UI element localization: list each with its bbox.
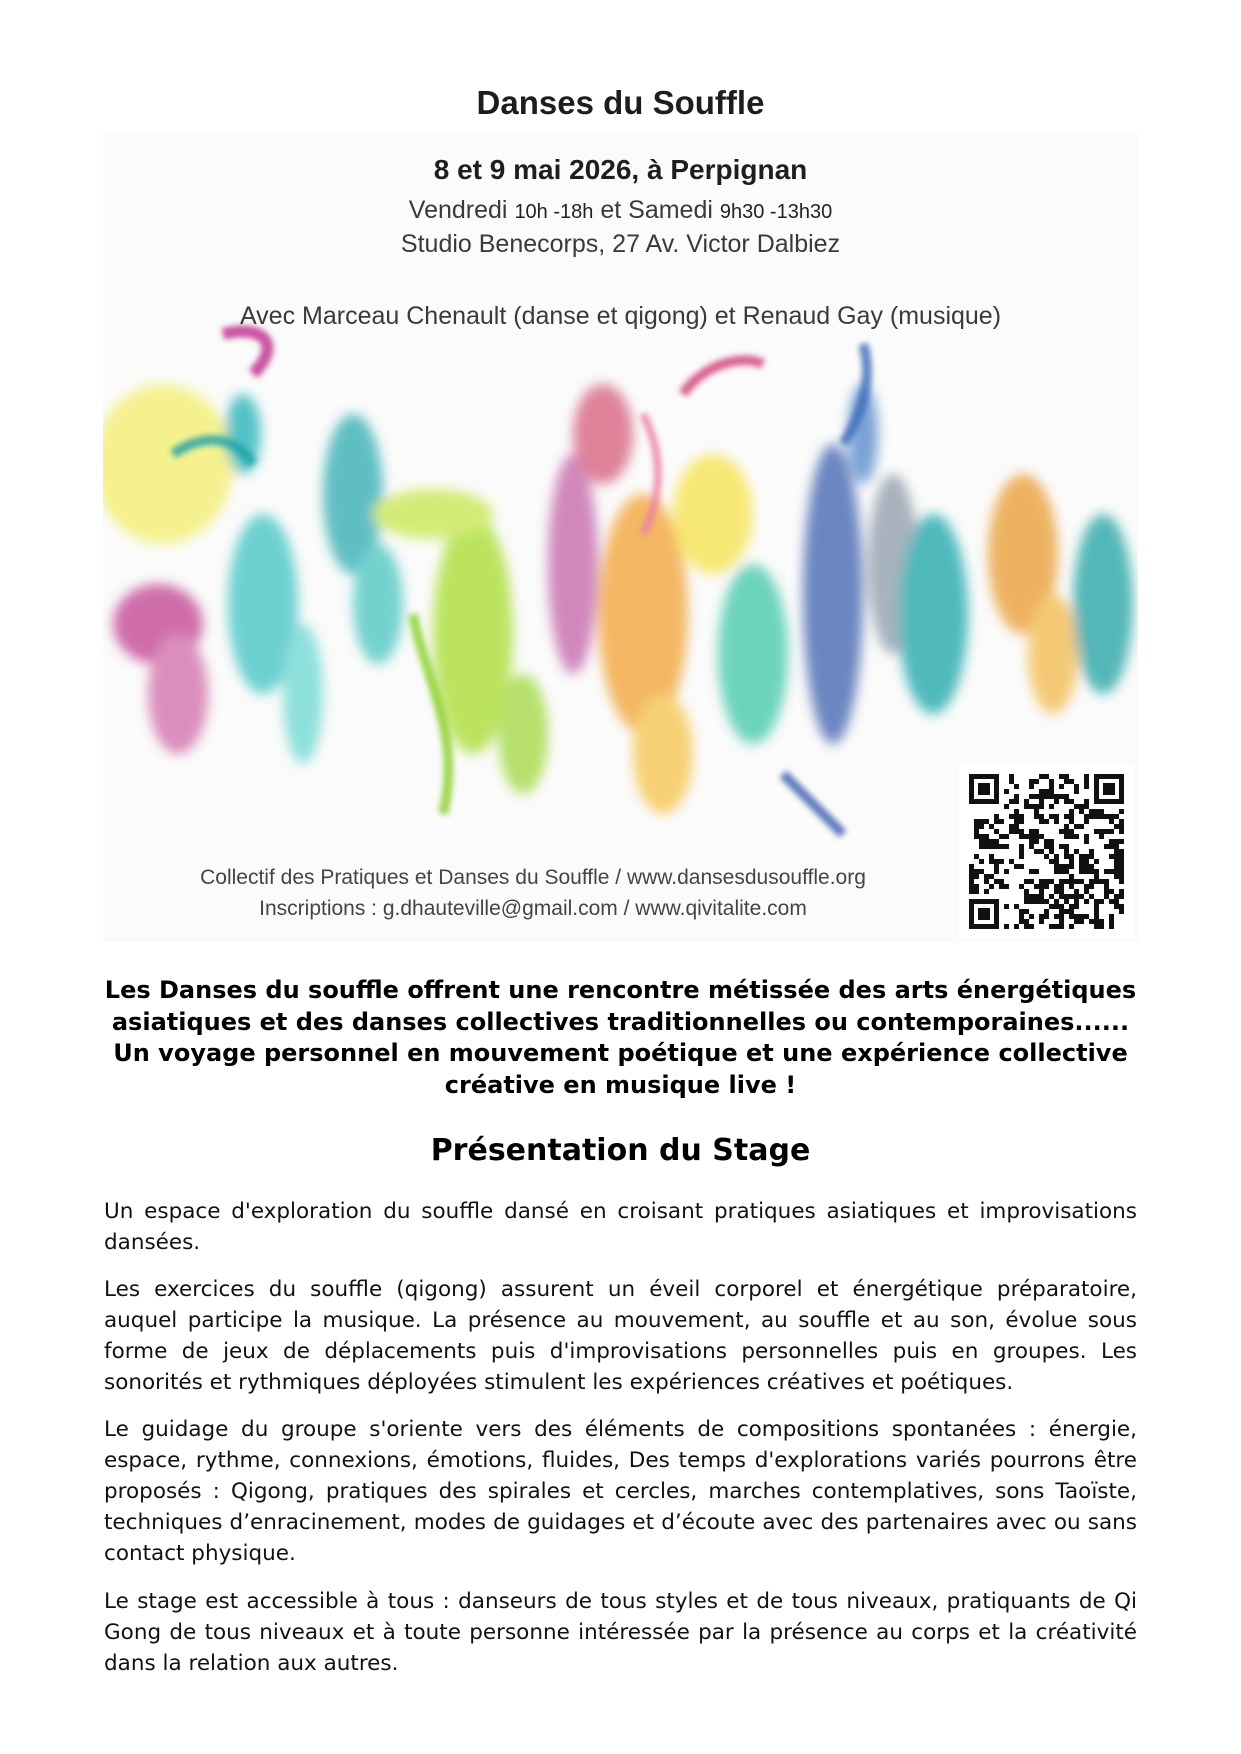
- poster-schedule: [103, 196, 1138, 225]
- poster-footer-collective: Collectif des Pratiques et Danses du Souffle / www.dansesdusouffle.org: [200, 866, 866, 889]
- poster-day2-hours: 9h30 -13h30: [719, 201, 833, 223]
- intro-statement: Les Danses du souffle offrent une rencontre métissée des arts énergétiques asiatiques et des danses collectives traditionnelles ou contemporaines...... Un voyage personnel en mouvement poétique et une expérience collective créative en musique live !: [104, 976, 1137, 1099]
- paragraph-3: Le guidage du groupe s'oriente vers des éléments de compositions spontanées : énergie, espace, rythme, connexions, émotions, fluides, Des temps d'explorations variés pourrons être proposés : Qigong, pratiques des spirales et cercles, marches contemplatives, sons Taoïste, techniques d’enracinement, modes de guidages et d’écoute avec des partenaires avec ou sans contact physique.: [104, 1417, 1137, 1566]
- poster-date: 8 et 9 mai 2026, à Perpignan: [433, 154, 808, 185]
- section-title: Présentation du Stage: [430, 1133, 811, 1168]
- poster-hosts: Avec Marceau Chenault (danse et qigong) et Renaud Gay (musique): [239, 302, 1002, 330]
- poster-location: Studio Benecorps, 27 Av. Victor Dalbiez: [400, 230, 841, 258]
- paragraph-1: Un espace d'exploration du souffle dansé en croisant pratiques asiatiques et improvisations dansées.: [104, 1199, 1137, 1255]
- poster-day1-hours: 10h -18h: [514, 201, 594, 223]
- paragraph-4: Le stage est accessible à tous : danseurs de tous styles et de tous niveaux, pratiquants de Qi Gong de tous niveaux et à toute personne intéressée par la présence au corps et la créativité dans la relation aux autres.: [104, 1589, 1137, 1676]
- paragraph-2: Les exercices du souffle (qigong) assurent un éveil corporel et énergétique préparatoire, auquel participe la musique. La présence au mouvement, au souffle et au son, évolue sous forme de jeux de déplacements puis d'improvisations personnelles puis en groupes. Les sonorités et rythmiques déployées stimulent les expériences créatives et poétiques.: [104, 1277, 1137, 1395]
- poster-footer-registration: Inscriptions : g.dhauteville@gmail.com / www.qivitalite.com: [259, 897, 807, 920]
- poster-day1: Vendredi: [408, 196, 508, 224]
- page-title: Danses du Souffle: [476, 84, 765, 121]
- event-poster: [103, 134, 1138, 942]
- qr-code-icon: [959, 764, 1134, 939]
- poster-day-joiner: et Samedi: [600, 196, 713, 224]
